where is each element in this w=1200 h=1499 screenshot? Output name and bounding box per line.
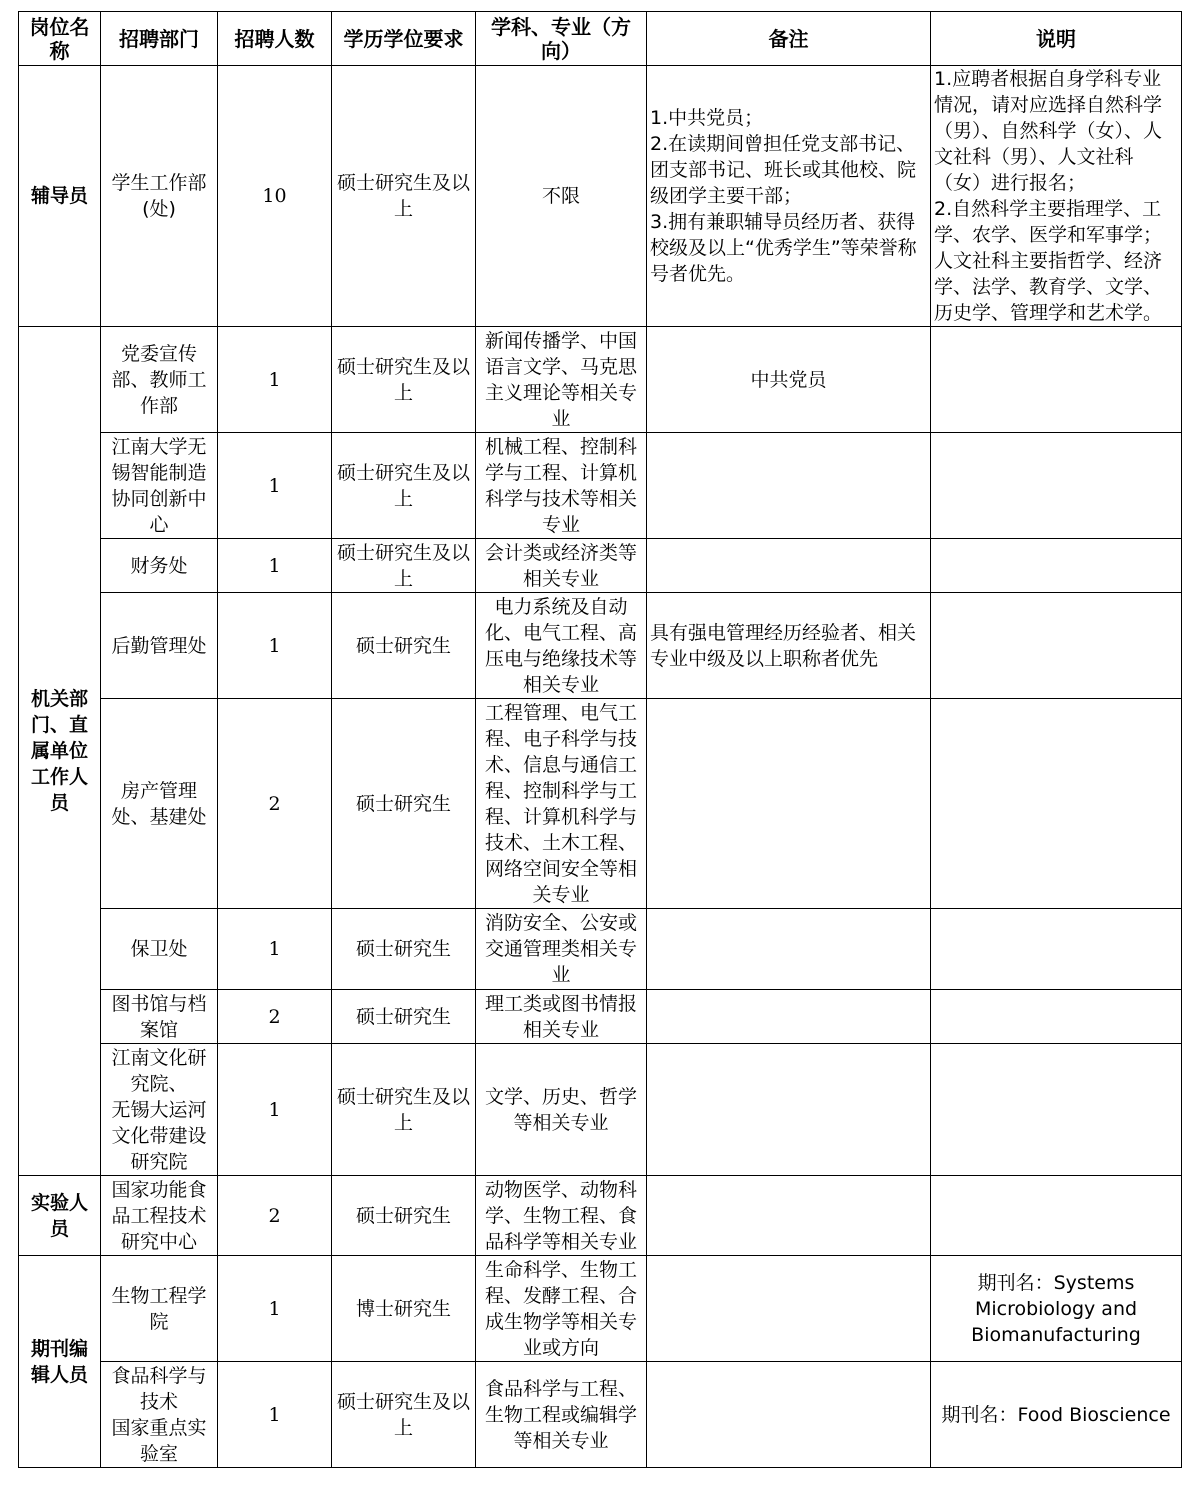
major-cell: 食品科学与工程、生物工程或编辑学等相关专业 [476,1362,647,1468]
header-position: 岗位名称 [19,12,101,66]
count-cell: 10 [218,66,332,327]
count-cell: 1 [218,1362,332,1468]
dept-cell: 图书馆与档案馆 [101,990,218,1044]
header-explain: 说明 [931,12,1182,66]
explain-cell [931,1044,1182,1176]
table-row [19,1044,1182,1176]
count-cell: 2 [218,990,332,1044]
explain-cell: 期刊名：Food Bioscience [931,1362,1182,1468]
remark-cell: 中共党员 [647,327,931,433]
remark-cell [647,1176,931,1256]
major-cell: 消防安全、公安或交通管理类相关专业 [476,909,647,990]
group-lab: 实验人员 [19,1176,101,1256]
remark-cell [647,539,931,593]
recruitment-table [18,11,1182,1468]
degree-cell: 硕士研究生 [332,593,476,699]
degree-cell: 硕士研究生 [332,699,476,909]
remark-cell [647,699,931,909]
degree-cell: 硕士研究生及以上 [332,66,476,327]
dept-cell: 食品科学与技术 国家重点实验室 [101,1362,218,1468]
major-cell: 文学、历史、哲学等相关专业 [476,1044,647,1176]
degree-cell: 硕士研究生及以上 [332,327,476,433]
explain-cell [931,539,1182,593]
table-row [19,327,1182,433]
major-cell: 不限 [476,66,647,327]
explain-cell [931,909,1182,990]
dept-cell: 江南大学无锡智能制造协同创新中心 [101,433,218,539]
explain-cell [931,699,1182,909]
group-admin: 机关部门、直属单位工作人员 [19,327,101,1176]
table-row [19,66,1182,327]
header-dept: 招聘部门 [101,12,218,66]
dept-cell: 国家功能食品工程技术研究中心 [101,1176,218,1256]
count-cell: 1 [218,433,332,539]
table-row [19,1362,1182,1468]
remark-cell [647,909,931,990]
explain-cell [931,1176,1182,1256]
group-counselor: 辅导员 [19,66,101,327]
count-cell: 1 [218,593,332,699]
table-row [19,1256,1182,1362]
major-cell: 新闻传播学、中国语言文学、马克思主义理论等相关专业 [476,327,647,433]
dept-cell: 江南文化研究院、 无锡大运河文化带建设研究院 [101,1044,218,1176]
count-cell: 1 [218,1256,332,1362]
major-cell: 工程管理、电气工程、电子科学与技术、信息与通信工程、控制科学与工程、计算机科学与技术、土木工程、网络空间安全等相关专业 [476,699,647,909]
dept-cell: 学生工作部(处) [101,66,218,327]
major-cell: 电力系统及自动化、电气工程、高压电与绝缘技术等相关专业 [476,593,647,699]
major-cell: 机械工程、控制科学与工程、计算机科学与技术等相关专业 [476,433,647,539]
header-major: 学科、专业（方向） [476,12,647,66]
degree-cell: 硕士研究生 [332,990,476,1044]
degree-cell: 硕士研究生 [332,1176,476,1256]
explain-cell: 1.应聘者根据自身学科专业情况，请对应选择自然科学（男）、自然科学（女）、人文社科（男）、人文社科（女）进行报名； 2.自然科学主要指理学、工学、农学、医学和军事学；人文社科主要指哲学、经济学、法学、教育学、文学、历史学、管理学和艺术学。 [931,66,1182,327]
table-row [19,699,1182,909]
degree-cell: 博士研究生 [332,1256,476,1362]
table-row [19,990,1182,1044]
dept-cell: 保卫处 [101,909,218,990]
count-cell: 2 [218,1176,332,1256]
table-row [19,1176,1182,1256]
explain-cell [931,433,1182,539]
dept-cell: 党委宣传部、教师工作部 [101,327,218,433]
explain-cell [931,327,1182,433]
degree-cell: 硕士研究生及以上 [332,539,476,593]
explain-cell [931,593,1182,699]
major-cell: 会计类或经济类等相关专业 [476,539,647,593]
remark-cell [647,990,931,1044]
header-remark: 备注 [647,12,931,66]
explain-cell: 期刊名：Systems Microbiology and Biomanufacturing [931,1256,1182,1362]
header-count: 招聘人数 [218,12,332,66]
remark-cell: 1.中共党员； 2.在读期间曾担任党支部书记、团支部书记、班长或其他校、院级团学主要干部； 3.拥有兼职辅导员经历者、获得校级及以上“优秀学生”等荣誉称号者优先。 [647,66,931,327]
table-row [19,593,1182,699]
remark-cell: 具有强电管理经历经验者、相关专业中级及以上职称者优先 [647,593,931,699]
degree-cell: 硕士研究生及以上 [332,1044,476,1176]
degree-cell: 硕士研究生及以上 [332,433,476,539]
dept-cell: 后勤管理处 [101,593,218,699]
dept-cell: 房产管理处、基建处 [101,699,218,909]
table-row [19,433,1182,539]
count-cell: 1 [218,539,332,593]
count-cell: 2 [218,699,332,909]
major-cell: 理工类或图书情报相关专业 [476,990,647,1044]
degree-cell: 硕士研究生 [332,909,476,990]
header-row [19,12,1182,66]
group-journal: 期刊编辑人员 [19,1256,101,1468]
remark-cell [647,1362,931,1468]
table-row [19,539,1182,593]
count-cell: 1 [218,909,332,990]
explain-cell [931,990,1182,1044]
remark-cell [647,1044,931,1176]
count-cell: 1 [218,1044,332,1176]
remark-cell [647,433,931,539]
remark-cell [647,1256,931,1362]
major-cell: 动物医学、动物科学、生物工程、食品科学等相关专业 [476,1176,647,1256]
table-row [19,909,1182,990]
degree-cell: 硕士研究生及以上 [332,1362,476,1468]
dept-cell: 生物工程学院 [101,1256,218,1362]
header-degree: 学历学位要求 [332,12,476,66]
dept-cell: 财务处 [101,539,218,593]
major-cell: 生命科学、生物工程、发酵工程、合成生物学等相关专业或方向 [476,1256,647,1362]
count-cell: 1 [218,327,332,433]
